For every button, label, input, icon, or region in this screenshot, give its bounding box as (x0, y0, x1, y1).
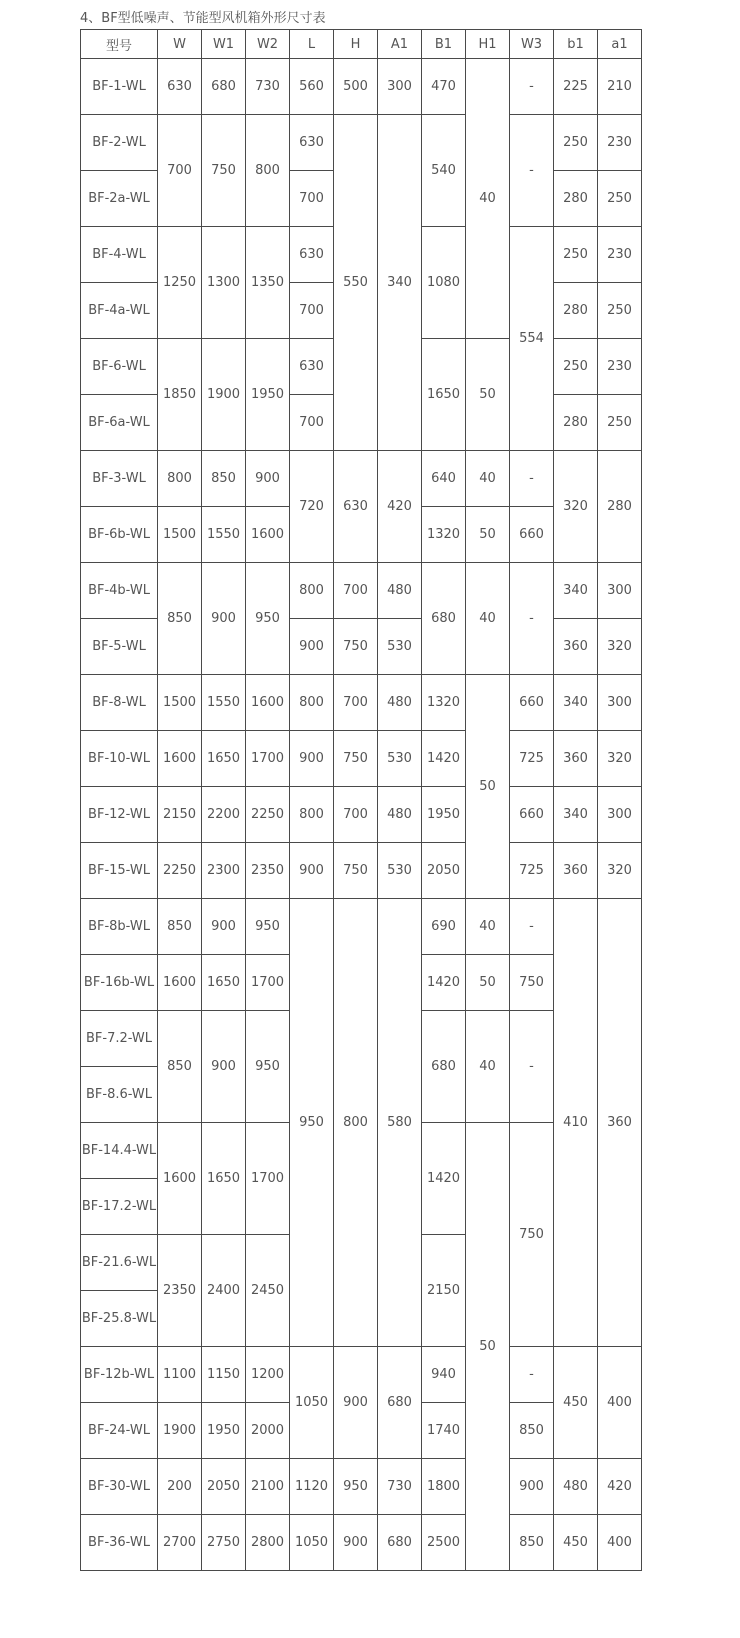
value-cell: 2100 (246, 1459, 290, 1515)
value-cell: 50 (466, 955, 510, 1011)
value-cell: 725 (510, 843, 554, 899)
value-cell: 950 (246, 563, 290, 675)
value-cell: 700 (334, 787, 378, 843)
value-cell: 480 (378, 563, 422, 619)
value-cell: 400 (598, 1347, 642, 1459)
value-cell: 300 (378, 59, 422, 115)
value-cell: 250 (554, 339, 598, 395)
value-cell: 320 (598, 731, 642, 787)
model-cell: BF-6a-WL (81, 395, 158, 451)
value-cell: 680 (422, 563, 466, 675)
value-cell: 850 (158, 899, 202, 955)
column-header: W (158, 30, 202, 59)
value-cell: 750 (334, 843, 378, 899)
model-cell: BF-4a-WL (81, 283, 158, 339)
column-header: H (334, 30, 378, 59)
value-cell: 1550 (202, 675, 246, 731)
value-cell: 1650 (422, 339, 466, 451)
value-cell: 280 (554, 171, 598, 227)
value-cell: 320 (554, 451, 598, 563)
value-cell: 250 (598, 395, 642, 451)
value-cell: 1050 (290, 1347, 334, 1459)
value-cell: 540 (422, 115, 466, 227)
value-cell: 1900 (202, 339, 246, 451)
value-cell: 700 (158, 115, 202, 227)
value-cell: 280 (554, 395, 598, 451)
model-cell: BF-2-WL (81, 115, 158, 171)
value-cell: 900 (290, 843, 334, 899)
value-cell: 1200 (246, 1347, 290, 1403)
value-cell: 1500 (158, 675, 202, 731)
model-cell: BF-10-WL (81, 731, 158, 787)
value-cell: 530 (378, 619, 422, 675)
value-cell: 700 (290, 395, 334, 451)
model-cell: BF-21.6-WL (81, 1235, 158, 1291)
table-row (81, 1515, 642, 1571)
value-cell: 420 (378, 451, 422, 563)
value-cell: 250 (598, 283, 642, 339)
value-cell: 2000 (246, 1403, 290, 1459)
value-cell: 2300 (202, 843, 246, 899)
value-cell: 1420 (422, 955, 466, 1011)
value-cell: 340 (554, 563, 598, 619)
value-cell: 250 (598, 171, 642, 227)
value-cell: 950 (246, 1011, 290, 1123)
table-row (81, 563, 642, 619)
model-cell: BF-8.6-WL (81, 1067, 158, 1123)
value-cell: 1320 (422, 675, 466, 731)
value-cell: 900 (202, 899, 246, 955)
value-cell: 1250 (158, 227, 202, 339)
value-cell: - (510, 451, 554, 507)
value-cell: 940 (422, 1347, 466, 1403)
value-cell: 280 (554, 283, 598, 339)
column-header: W2 (246, 30, 290, 59)
value-cell: 1550 (202, 507, 246, 563)
value-cell: 2350 (158, 1235, 202, 1347)
value-cell: 340 (554, 787, 598, 843)
value-cell: 2050 (422, 843, 466, 899)
value-cell: 850 (158, 563, 202, 675)
column-header: H1 (466, 30, 510, 59)
value-cell: 800 (290, 787, 334, 843)
value-cell: 900 (510, 1459, 554, 1515)
model-cell: BF-14.4-WL (81, 1123, 158, 1179)
value-cell: 850 (202, 451, 246, 507)
model-cell: BF-25.8-WL (81, 1291, 158, 1347)
value-cell: 2700 (158, 1515, 202, 1571)
value-cell: 1740 (422, 1403, 466, 1459)
value-cell: 1650 (202, 1123, 246, 1235)
value-cell: 480 (378, 675, 422, 731)
value-cell: 50 (466, 339, 510, 451)
value-cell: 1600 (158, 1123, 202, 1235)
value-cell: 1950 (202, 1403, 246, 1459)
value-cell: 1700 (246, 731, 290, 787)
value-cell: 700 (334, 563, 378, 619)
value-cell: 1600 (158, 731, 202, 787)
value-cell: 1080 (422, 227, 466, 339)
model-cell: BF-24-WL (81, 1403, 158, 1459)
value-cell: 340 (554, 675, 598, 731)
value-cell: 950 (246, 899, 290, 955)
value-cell: 1950 (246, 339, 290, 451)
value-cell: 300 (598, 563, 642, 619)
model-cell: BF-4b-WL (81, 563, 158, 619)
value-cell: 450 (554, 1515, 598, 1571)
model-cell: BF-5-WL (81, 619, 158, 675)
value-cell: 750 (510, 955, 554, 1011)
value-cell: 2400 (202, 1235, 246, 1347)
value-cell: 1150 (202, 1347, 246, 1403)
value-cell: 680 (422, 1011, 466, 1123)
value-cell: 470 (422, 59, 466, 115)
value-cell: 630 (290, 115, 334, 171)
value-cell: 1350 (246, 227, 290, 339)
value-cell: - (510, 59, 554, 115)
value-cell: 900 (334, 1515, 378, 1571)
table-row (81, 843, 642, 899)
model-cell: BF-7.2-WL (81, 1011, 158, 1067)
value-cell: 630 (290, 227, 334, 283)
value-cell: 2150 (158, 787, 202, 843)
value-cell: 800 (246, 115, 290, 227)
value-cell: 1800 (422, 1459, 466, 1515)
column-header: a1 (598, 30, 642, 59)
table-row (81, 451, 642, 507)
model-cell: BF-17.2-WL (81, 1179, 158, 1235)
table-row (81, 115, 642, 171)
column-header: W1 (202, 30, 246, 59)
value-cell: 850 (510, 1515, 554, 1571)
value-cell: 750 (510, 1123, 554, 1347)
value-cell: 680 (378, 1515, 422, 1571)
value-cell: 2450 (246, 1235, 290, 1347)
table-row (81, 1347, 642, 1403)
value-cell: 2150 (422, 1235, 466, 1347)
value-cell: 230 (598, 339, 642, 395)
value-cell: 725 (510, 731, 554, 787)
value-cell: - (510, 1347, 554, 1403)
value-cell: - (510, 899, 554, 955)
model-cell: BF-12-WL (81, 787, 158, 843)
value-cell: 250 (554, 115, 598, 171)
dimension-table (80, 29, 642, 1571)
value-cell: 750 (202, 115, 246, 227)
table-row (81, 675, 642, 731)
model-cell: BF-16b-WL (81, 955, 158, 1011)
value-cell: 1420 (422, 731, 466, 787)
value-cell: 340 (378, 115, 422, 451)
table-row (81, 899, 642, 955)
model-cell: BF-30-WL (81, 1459, 158, 1515)
value-cell: 1300 (202, 227, 246, 339)
value-cell: 400 (598, 1515, 642, 1571)
value-cell: 950 (334, 1459, 378, 1515)
column-header: A1 (378, 30, 422, 59)
value-cell: 1320 (422, 507, 466, 563)
column-header: B1 (422, 30, 466, 59)
value-cell: 360 (554, 731, 598, 787)
value-cell: 800 (158, 451, 202, 507)
value-cell: 560 (290, 59, 334, 115)
value-cell: 2500 (422, 1515, 466, 1571)
value-cell: 950 (290, 899, 334, 1347)
model-cell: BF-12b-WL (81, 1347, 158, 1403)
value-cell: 1900 (158, 1403, 202, 1459)
value-cell: 320 (598, 619, 642, 675)
value-cell: 1600 (246, 675, 290, 731)
value-cell: 1700 (246, 955, 290, 1011)
value-cell: 1650 (202, 731, 246, 787)
column-header: W3 (510, 30, 554, 59)
model-cell: BF-8-WL (81, 675, 158, 731)
model-cell: BF-4-WL (81, 227, 158, 283)
value-cell: 50 (466, 507, 510, 563)
model-cell: BF-15-WL (81, 843, 158, 899)
value-cell: 660 (510, 787, 554, 843)
value-cell: 700 (290, 283, 334, 339)
value-cell: 900 (202, 1011, 246, 1123)
value-cell: 1650 (202, 955, 246, 1011)
value-cell: 1120 (290, 1459, 334, 1515)
model-cell: BF-2a-WL (81, 171, 158, 227)
value-cell: 410 (554, 899, 598, 1347)
value-cell: 1700 (246, 1123, 290, 1235)
value-cell: 40 (466, 899, 510, 955)
value-cell: 500 (334, 59, 378, 115)
value-cell: - (510, 115, 554, 227)
value-cell: 40 (466, 563, 510, 675)
value-cell: 900 (202, 563, 246, 675)
value-cell: 530 (378, 731, 422, 787)
value-cell: 730 (246, 59, 290, 115)
value-cell: 250 (554, 227, 598, 283)
value-cell: 640 (422, 451, 466, 507)
value-cell: 1950 (422, 787, 466, 843)
value-cell: 2250 (246, 787, 290, 843)
model-cell: BF-8b-WL (81, 899, 158, 955)
value-cell: 1420 (422, 1123, 466, 1235)
model-cell: BF-6-WL (81, 339, 158, 395)
value-cell: 480 (378, 787, 422, 843)
model-cell: BF-6b-WL (81, 507, 158, 563)
value-cell: 480 (554, 1459, 598, 1515)
value-cell: 800 (290, 563, 334, 619)
value-cell: 2200 (202, 787, 246, 843)
value-cell: 550 (334, 115, 378, 451)
value-cell: 420 (598, 1459, 642, 1515)
value-cell: 530 (378, 843, 422, 899)
value-cell: 630 (290, 339, 334, 395)
value-cell: 1500 (158, 507, 202, 563)
value-cell: - (510, 1011, 554, 1123)
value-cell: 50 (466, 1123, 510, 1571)
value-cell: 40 (466, 59, 510, 339)
value-cell: 680 (202, 59, 246, 115)
value-cell: 2050 (202, 1459, 246, 1515)
value-cell: 750 (334, 619, 378, 675)
value-cell: 700 (290, 171, 334, 227)
value-cell: - (510, 563, 554, 675)
value-cell: 360 (598, 899, 642, 1347)
value-cell: 630 (158, 59, 202, 115)
value-cell: 2250 (158, 843, 202, 899)
value-cell: 1600 (246, 507, 290, 563)
column-header: 型号 (81, 30, 158, 59)
value-cell: 1600 (158, 955, 202, 1011)
table-row (81, 1459, 642, 1515)
value-cell: 1100 (158, 1347, 202, 1403)
value-cell: 850 (510, 1403, 554, 1459)
value-cell: 320 (598, 843, 642, 899)
column-header: L (290, 30, 334, 59)
value-cell: 225 (554, 59, 598, 115)
model-cell: BF-1-WL (81, 59, 158, 115)
value-cell: 1050 (290, 1515, 334, 1571)
model-cell: BF-3-WL (81, 451, 158, 507)
value-cell: 730 (378, 1459, 422, 1515)
value-cell: 210 (598, 59, 642, 115)
table-caption: 4、BF型低噪声、节能型风机箱外形尺寸表 (80, 11, 326, 26)
value-cell: 660 (510, 675, 554, 731)
table-row (81, 731, 642, 787)
value-cell: 230 (598, 115, 642, 171)
value-cell: 800 (290, 675, 334, 731)
header-row (81, 30, 642, 59)
value-cell: 300 (598, 675, 642, 731)
value-cell: 850 (158, 1011, 202, 1123)
value-cell: 40 (466, 1011, 510, 1123)
value-cell: 900 (290, 619, 334, 675)
value-cell: 690 (422, 899, 466, 955)
value-cell: 280 (598, 451, 642, 563)
value-cell: 900 (290, 731, 334, 787)
value-cell: 750 (334, 731, 378, 787)
value-cell: 2750 (202, 1515, 246, 1571)
value-cell: 2350 (246, 843, 290, 899)
value-cell: 230 (598, 227, 642, 283)
column-header: b1 (554, 30, 598, 59)
value-cell: 360 (554, 843, 598, 899)
value-cell: 200 (158, 1459, 202, 1515)
value-cell: 680 (378, 1347, 422, 1459)
value-cell: 554 (510, 227, 554, 451)
value-cell: 720 (290, 451, 334, 563)
value-cell: 360 (554, 619, 598, 675)
value-cell: 2800 (246, 1515, 290, 1571)
value-cell: 700 (334, 675, 378, 731)
value-cell: 50 (466, 675, 510, 899)
value-cell: 900 (246, 451, 290, 507)
value-cell: 900 (334, 1347, 378, 1459)
value-cell: 630 (334, 451, 378, 563)
value-cell: 40 (466, 451, 510, 507)
value-cell: 580 (378, 899, 422, 1347)
value-cell: 1850 (158, 339, 202, 451)
value-cell: 300 (598, 787, 642, 843)
table-row (81, 59, 642, 115)
value-cell: 660 (510, 507, 554, 563)
value-cell: 450 (554, 1347, 598, 1459)
value-cell: 800 (334, 899, 378, 1347)
model-cell: BF-36-WL (81, 1515, 158, 1571)
table-row (81, 787, 642, 843)
